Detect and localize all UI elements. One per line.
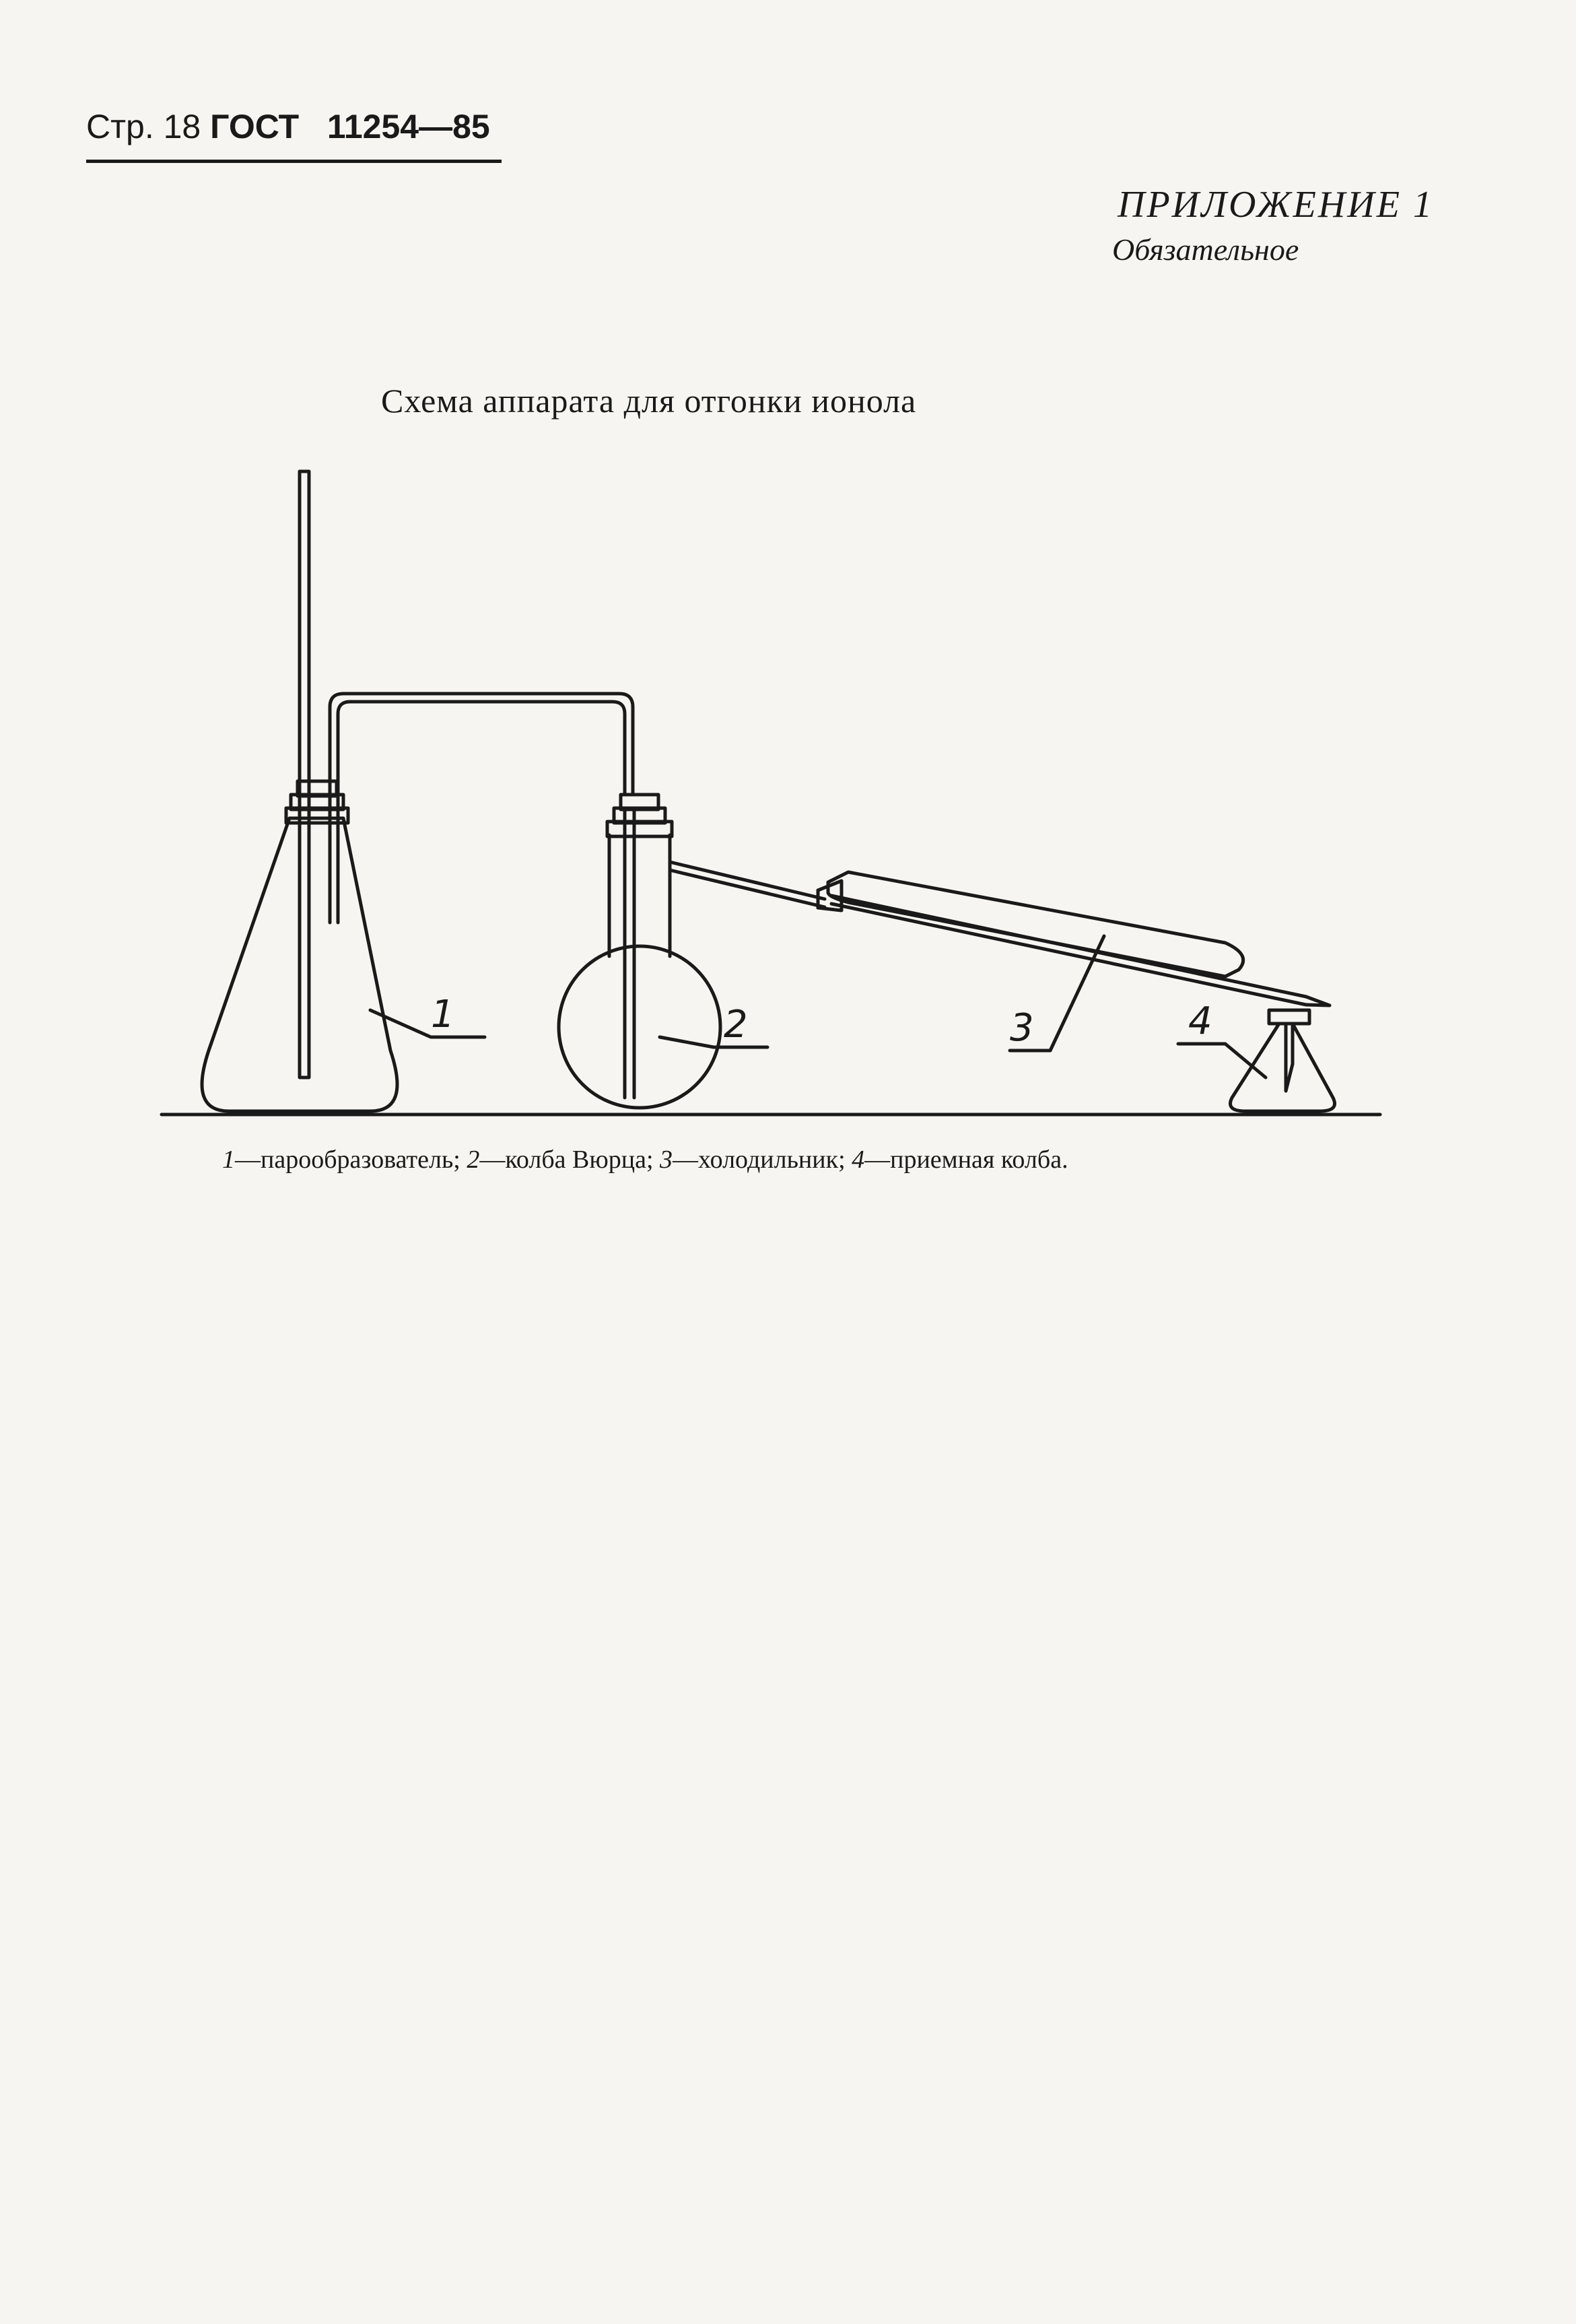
appendix-status: Обязательное — [1112, 232, 1299, 267]
appendix-title: ПРИЛОЖЕНИЕ 1 — [1118, 184, 1434, 226]
legend-num-4: 4 — [852, 1146, 865, 1174]
apparatus-svg — [148, 458, 1420, 1145]
apparatus-diagram — [148, 458, 1420, 1145]
leader-2 — [660, 1037, 767, 1047]
legend-text-3: —холодильник; — [673, 1146, 852, 1174]
wurtz-flask — [559, 795, 825, 1108]
page-prefix: Стр. — [86, 108, 154, 145]
standard-label: ГОСТ — [210, 108, 300, 145]
steam-generator-flask — [202, 471, 633, 1111]
page-header — [86, 106, 502, 163]
leader-4 — [1178, 1044, 1266, 1077]
figure-legend — [222, 1145, 1068, 1174]
figure-title: Схема аппарата для отгонки ионола — [381, 382, 917, 420]
page-number: 18 — [163, 108, 201, 145]
condenser — [818, 872, 1330, 1005]
legend-num-2: 2 — [467, 1146, 480, 1174]
label-1: 1 — [431, 993, 455, 1036]
legend-text-4: —приемная колба. — [864, 1146, 1068, 1174]
label-2: 2 — [724, 1003, 748, 1047]
standard-number: 11254—85 — [327, 108, 490, 145]
legend-text-1: —парообразователь; — [235, 1146, 467, 1174]
legend-num-1: 1 — [222, 1146, 235, 1174]
label-3: 3 — [1010, 1006, 1034, 1050]
legend-num-3: 3 — [660, 1146, 673, 1174]
label-4: 4 — [1188, 999, 1212, 1043]
legend-text-2: —колба Вюрца; — [479, 1146, 660, 1174]
